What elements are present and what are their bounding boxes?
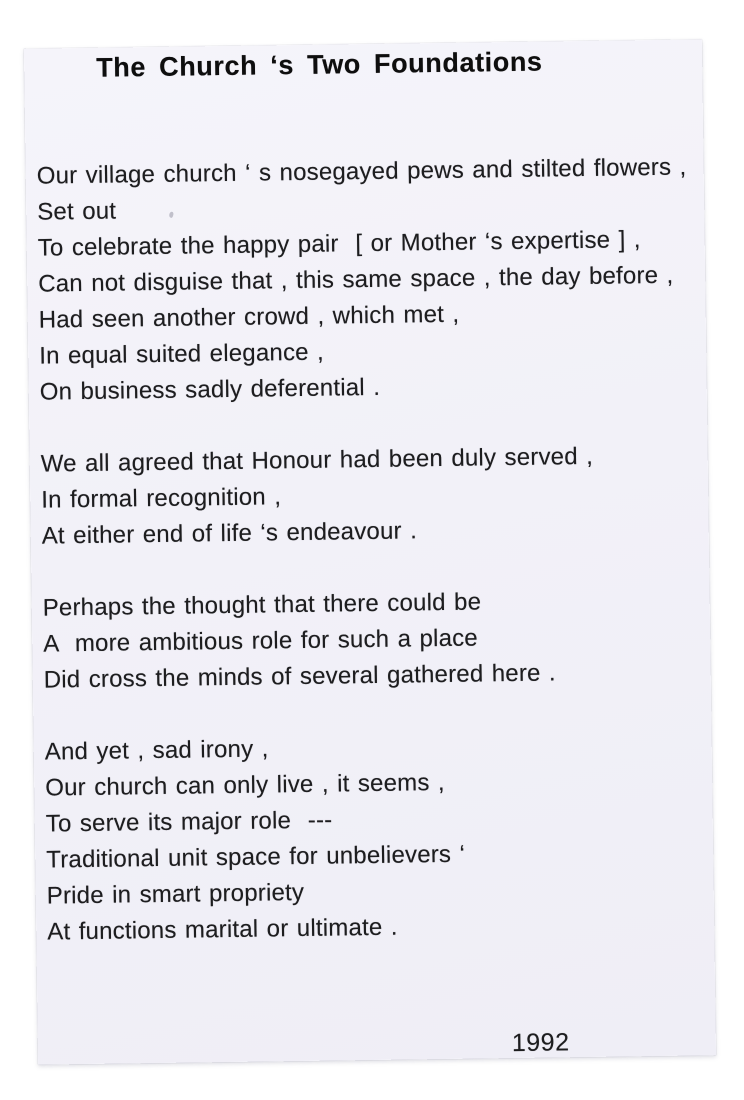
poem-line: To serve its major role --- [45,806,333,838]
poem-line: Set out [37,197,117,226]
poem-line: To celebrate the happy pair [ or Mother ‘s expertise ] , [37,226,641,262]
poem-line: Had seen another crowd , which met , [38,300,460,334]
poem-line: At functions marital or ultimate . [47,913,398,946]
stanza-4 [45,725,711,950]
stanza-3 [43,581,707,698]
year-label: 1992 [511,1028,570,1058]
stanza-2 [40,437,704,554]
poem-line: Can not disguise that , this same space , the day before , [38,261,674,298]
scanned-page [24,39,716,1064]
poem-line: We all agreed that Honour had been duly served , [40,442,594,478]
poem-line: In formal recognition , [41,483,282,514]
poem-line: Did cross the minds of several gathered here . [43,659,557,694]
poem-line: Pride in smart propriety [46,878,305,910]
poem-line: Our church can only live , it seems , [45,768,445,802]
poem-title: The Church ‘s Two Foundations [96,46,543,83]
poem-line: And yet , sad irony , [44,735,269,766]
poem-body [36,149,710,950]
stanza-1 [36,149,702,410]
poem-line: A more ambitious role for such a place [43,624,479,658]
poem-line: In equal suited elegance , [39,338,325,370]
poem-line: On business sadly deferential . [39,373,381,406]
poem-line: Our village church ‘ s nosegayed pews and stilted flowers , [36,153,687,190]
poem-line: At either end of life ‘s endeavour . [41,517,418,550]
poem-line: Traditional unit space for unbelievers ‘ [46,840,466,874]
poem-line: Perhaps the thought that there could be [42,588,482,622]
